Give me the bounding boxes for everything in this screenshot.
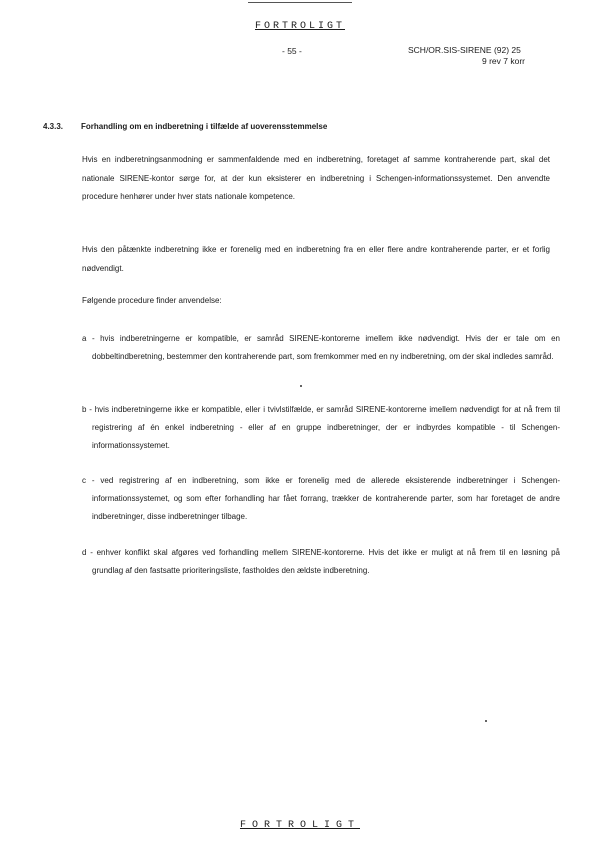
page-number: - 55 - — [282, 46, 302, 56]
paragraph-1: Hvis en indberetningsanmodning er sammenfaldende med en indberetning, foretaget af samme kontraherende part, skal det nationale SIRENE-kontor sørge for, at der kun eksisterer en indberetning i Schengen-informationssystemet. Den anvendte procedure henhører under hver stats nationale kompetence. — [82, 155, 550, 201]
list-item-c: c - ved registrering af en indberetning, som ikke er forenelig med de allerede eksisterende indberetninger i Schengen-informationssystemet, og som efter forhandling har fået forrang, trækker de kontraherende parter, som har foretaget de andre indberetninger, disse indberetninger tilbage. — [82, 476, 560, 521]
top-rule — [248, 2, 352, 3]
document-reference — [408, 45, 525, 67]
list-item-d: d - enhver konflikt skal afgøres ved forhandling mellem SIRENE-kontorerne. Hvis det ikke er muligt at nå frem til en løsning på grundlag af den fastsatte prioriteringsliste, fastholdes den ældste indberetning. — [82, 548, 560, 575]
paragraph-2: Hvis den påtænkte indberetning ikke er forenelig med en indberetning fra en eller flere andre kontraherende parter, er et forlig nødvendigt. — [82, 245, 550, 273]
list-item-a: a - hvis indberetningerne er kompatible, er samråd SIRENE-kontorerne imellem ikke nødvendigt. Hvis der er tale om en dobbeltindberetning, bestemmer den kontraherende part, som fremkommer med en ny indberetning, om der skal indledes samråd. — [82, 334, 560, 361]
reference-line-1: SCH/OR.SIS-SIRENE (92) 25 — [408, 45, 521, 55]
section-heading — [43, 122, 327, 131]
reference-line-2: 9 rev 7 korr — [482, 56, 525, 66]
classification-footer: FORTROLIGT — [239, 820, 360, 831]
classification-header: FORTROLIGT — [254, 21, 345, 32]
section-title: Forhandling om en indberetning i tilfælde af uoverensstemmelse — [81, 122, 328, 131]
scan-speck — [485, 720, 487, 722]
section-number: 4.3.3. — [43, 122, 64, 131]
list-item-b: b - hvis indberetningerne ikke er kompatible, eller i tvivlstilfælde, er samråd SIRENE-kontorerne imellem nødvendigt for at nå frem til registrering af én enkel indberetning - eller af en gruppe indberetninger, der er indbyrdes kompatible - til Schengen-informationssystemet. — [82, 405, 560, 450]
paragraph-3: Følgende procedure finder anvendelse: — [82, 296, 222, 305]
scan-speck — [300, 385, 302, 387]
